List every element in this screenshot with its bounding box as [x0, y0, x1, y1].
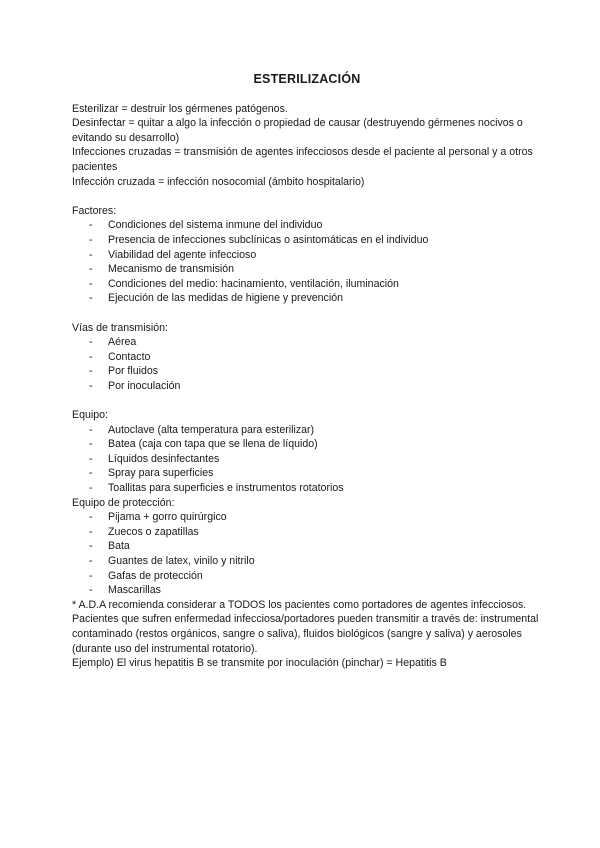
- list-item: - Mascarillas: [72, 583, 542, 598]
- list-item: - Guantes de latex, vinilo y nitrilo: [72, 554, 542, 569]
- note-transmision: Pacientes que sufren enfermedad infecciosa/portadores pueden transmitir a través de: instrumental contaminado (restos orgánicos, sangre o saliva), fluidos biológicos (sangre y saliva) y aerosoles (durante uso del instrumental rotatorio).: [72, 613, 539, 655]
- definition-infeccion-cruzada: Infección cruzada = infección nosocomial (ámbito hospitalario): [72, 175, 365, 188]
- list-item: - Ejecución de las medidas de higiene y prevención: [72, 291, 542, 306]
- factores-heading: Factores:: [72, 204, 117, 217]
- list-item: - Por fluidos: [72, 364, 542, 379]
- definition-esterilizar: Esterilizar = destruir los gérmenes patógenos.: [72, 102, 288, 115]
- equipo-list: [72, 423, 542, 496]
- list-item: - Contacto: [72, 350, 542, 365]
- list-item: - Autoclave (alta temperatura para esterilizar): [72, 423, 542, 438]
- definitions-block: [72, 102, 542, 190]
- proteccion-heading: Equipo de protección:: [72, 496, 175, 509]
- vias-list: [72, 335, 542, 393]
- factores-list: [72, 218, 542, 306]
- list-item: - Condiciones del medio: hacinamiento, ventilación, iluminación: [72, 277, 542, 292]
- proteccion-list: [72, 510, 542, 598]
- list-item: - Mecanismo de transmisión: [72, 262, 542, 277]
- list-item: - Presencia de infecciones subclínicas o asintomáticas en el individuo: [72, 233, 542, 248]
- equipo-heading: Equipo:: [72, 409, 108, 422]
- note-ada: * A.D.A recomienda considerar a TODOS los pacientes como portadores de agentes infecciosos.: [72, 598, 527, 611]
- list-item: - Aérea: [72, 335, 542, 350]
- list-item: - Por inoculación: [72, 379, 542, 394]
- list-item: - Líquidos desinfectantes: [72, 452, 542, 467]
- note-ejemplo: Ejemplo) El virus hepatitis B se transmite por inoculación (pinchar) = Hepatitis B: [72, 657, 447, 670]
- document-page: [72, 72, 542, 671]
- definition-desinfectar: Desinfectar = quitar a algo la infección o propiedad de causar (destruyendo gérmenes nocivos o evitando su desarrollo): [72, 117, 523, 144]
- list-item: - Condiciones del sistema inmune del individuo: [72, 218, 542, 233]
- list-item: - Zuecos o zapatillas: [72, 525, 542, 540]
- list-item: - Pijama + gorro quirúrgico: [72, 510, 542, 525]
- list-item: - Gafas de protección: [72, 569, 542, 584]
- list-item: - Viabilidad del agente infeccioso: [72, 248, 542, 263]
- list-item: - Bata: [72, 539, 542, 554]
- list-item: - Batea (caja con tapa que se llena de líquido): [72, 437, 542, 452]
- list-item: - Toallitas para superficies e instrumentos rotatorios: [72, 481, 542, 496]
- page-title: ESTERILIZACIÓN: [253, 72, 361, 86]
- vias-heading: Vías de transmisión:: [72, 321, 168, 334]
- list-item: - Spray para superficies: [72, 466, 542, 481]
- definition-infecciones-cruzadas: Infecciones cruzadas = transmisión de agentes infecciosos desde el paciente al personal y a otros pacientes: [72, 146, 533, 173]
